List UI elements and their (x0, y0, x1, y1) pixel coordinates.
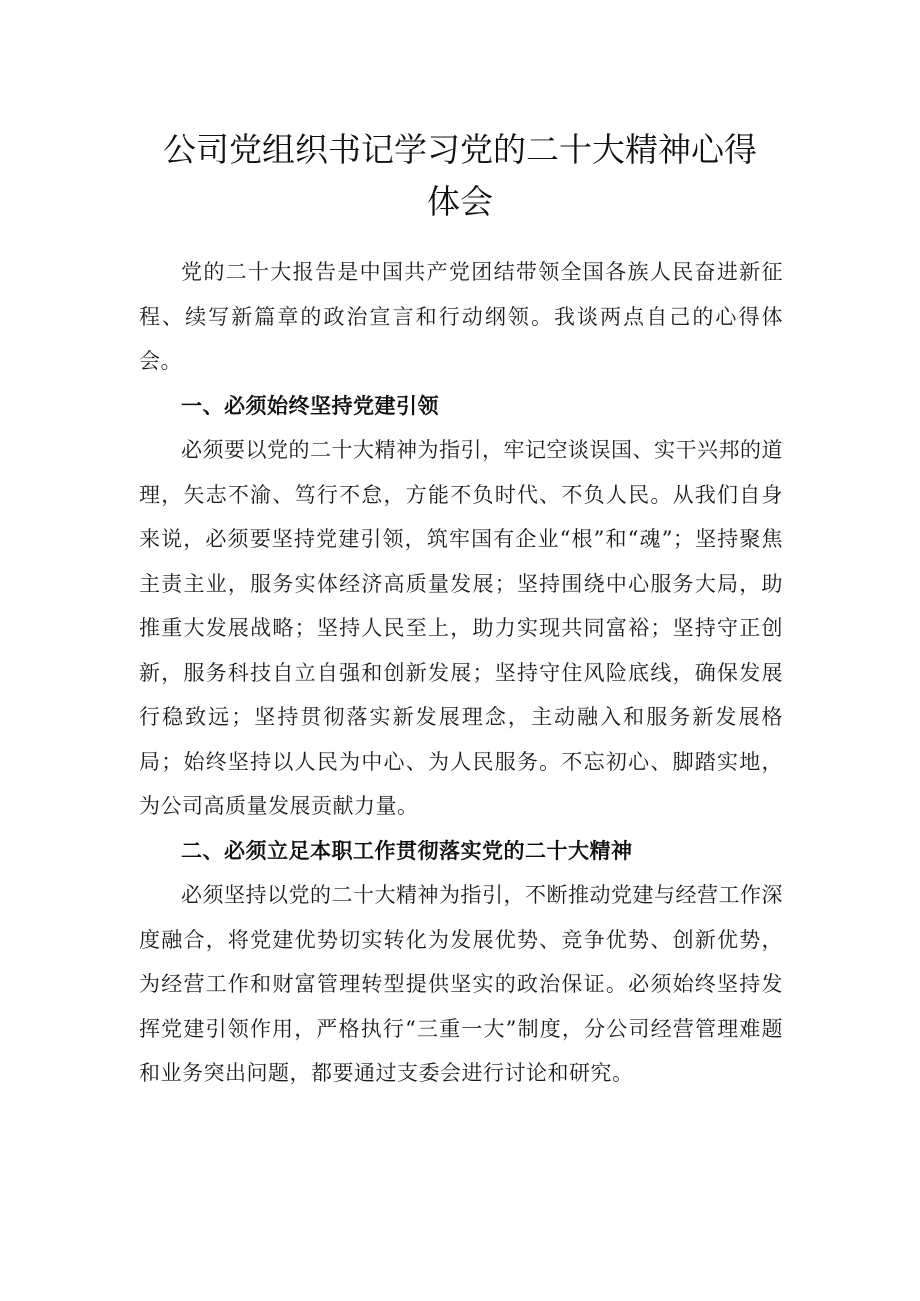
section-1-heading: 一、必须始终坚持党建引领 (181, 393, 439, 418)
section-1-paragraph: 必须要以党的二十大精神为指引，牢记空谈误国、实干兴邦的道理，矢志不渝、笃行不怠，方能不负时代、不负人民。从我们自身来说，必须要坚持党建引领，筑牢国有企业“根”和“魂”；坚持聚焦主责主业，服务实体经济高质量发展；坚持围绕中心服务大局，助推重大发展战略；坚持人民至上，助力实现共同富裕；坚持守正创新，服务科技自立自强和创新发展；坚持守住风险底线，确保发展行稳致远；坚持贯彻落实新发展理念，主动融入和服务新发展格局；始终坚持以人民为中心、为人民服务。不忘初心、脚踏实地，为公司高质量发展贡献力量。 (139, 438, 783, 818)
title-line-1: 公司党组织书记学习党的二十大精神心得 (163, 130, 757, 169)
intro-paragraph: 党的二十大报告是中国共产党团结带领全国各族人民奋进新征程、续写新篇章的政治宣言和行动纲领。我谈两点自己的心得体会。 (139, 260, 783, 373)
section-2-heading: 二、必须立足本职工作贯彻落实党的二十大精神 (181, 838, 633, 863)
title-line-2: 体会 (427, 182, 493, 221)
section-2-paragraph: 必须坚持以党的二十大精神为指引，不断推动党建与经营工作深度融合，将党建优势切实转化为发展优势、竞争优势、创新优势，为经营工作和财富管理转型提供坚实的政治保证。必须始终坚持发挥党建引领作用，严格执行“三重一大”制度，分公司经营管理难题和业务突出问题，都要通过支委会进行讨论和研究。 (139, 883, 783, 1085)
document-title (120, 124, 800, 228)
document-body (139, 250, 783, 1096)
